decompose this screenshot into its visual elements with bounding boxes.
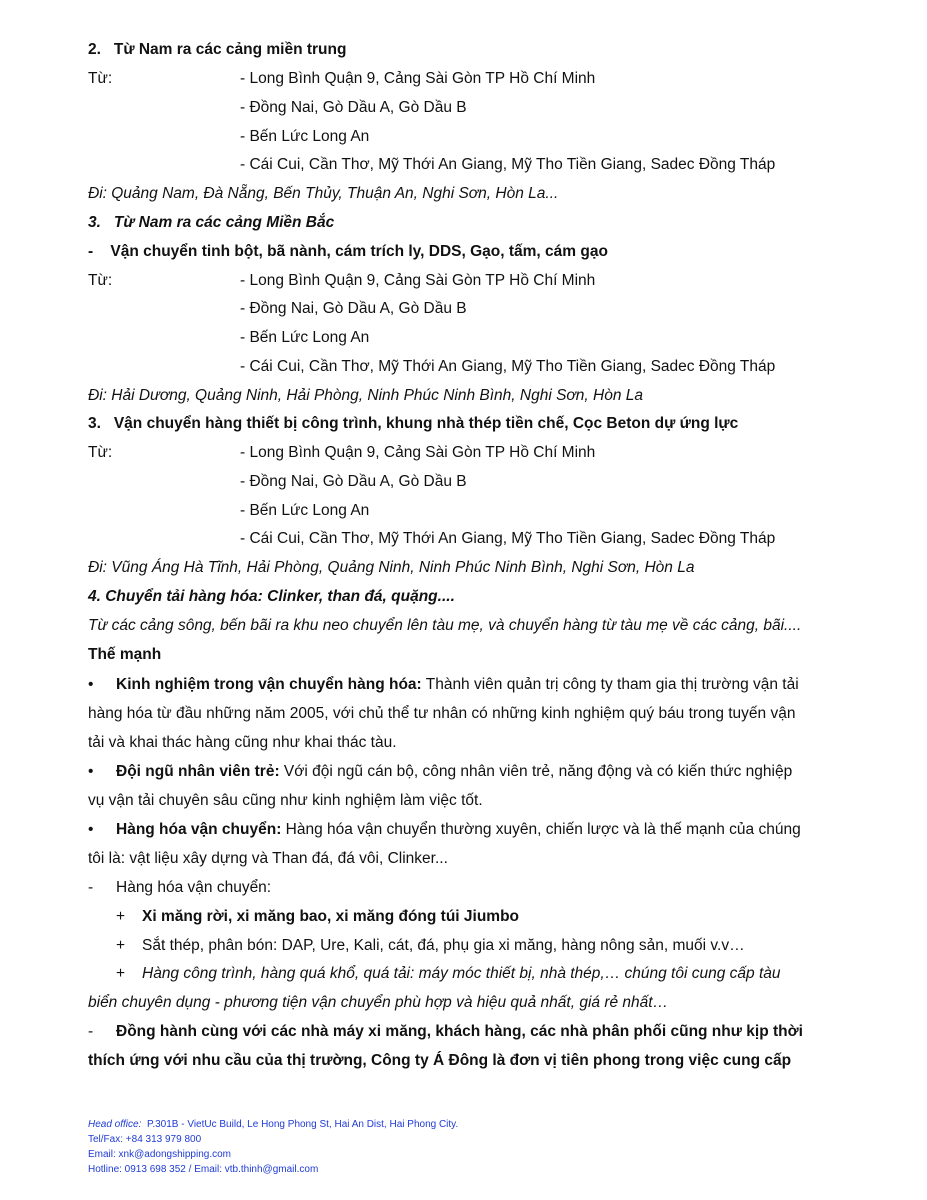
goods-item-text: Sắt thép, phân bón: DAP, Ure, Kali, cát, đá, phụ gia xi măng, hàng nông sản, muối v.v…: [142, 937, 745, 954]
goods-item: [88, 936, 867, 956]
bullet-icon: •: [88, 763, 94, 780]
from-item: - Long Bình Quận 9, Cảng Sài Gòn TP Hồ Chí Minh: [240, 272, 596, 289]
dash-marker: -: [88, 879, 94, 896]
from-item: - Cái Cui, Cần Thơ, Mỹ Thới An Giang, Mỹ Tho Tiền Giang, Sadec Đồng Tháp: [240, 530, 776, 547]
section3b-heading: 3. Vận chuyển hàng thiết bị công trình, khung nhà thép tiền chế, Cọc Beton dự ứng lực: [88, 415, 739, 432]
bullet-icon: •: [88, 821, 94, 838]
strength-text: hàng hóa từ đầu những năm 2005, với chủ thể tư nhân có những kinh nghiệm quý báu trong tuyến vận: [88, 705, 796, 722]
section3a-heading: 3. Từ Nam ra các cảng Miền Bắc: [88, 214, 335, 231]
section4-heading: 4. Chuyển tải hàng hóa: Clinker, than đá, quặng....: [88, 588, 455, 605]
from-item: - Bến Lức Long An: [240, 502, 370, 519]
closing-paragraph: [88, 1022, 867, 1042]
head-office-label: Head office:: [88, 1119, 142, 1130]
section2-heading: 2. Từ Nam ra các cảng miền trung: [88, 41, 347, 58]
goods-item: [88, 964, 867, 984]
strength-label: Hàng hóa vận chuyển:: [116, 821, 282, 838]
strength-item: [88, 675, 867, 695]
goods-item-text: Xi măng rời, xi măng bao, xi măng đóng túi Jiumbo: [142, 908, 520, 925]
footer-email[interactable]: Email: xnk@adongshipping.com: [88, 1149, 232, 1160]
dash-marker: -: [88, 1023, 94, 1040]
from-label: Từ:: [88, 70, 113, 87]
section3a-destinations: Đi: Hải Dương, Quảng Ninh, Hải Phòng, Ninh Phúc Ninh Bình, Nghi Sơn, Hòn La: [88, 387, 643, 404]
section2-destinations: Đi: Quảng Nam, Đà Nẵng, Bến Thủy, Thuận An, Nghi Sơn, Hòn La...: [88, 185, 559, 202]
goods-item-text: Hàng công trình, hàng quá khổ, quá tải: máy móc thiết bị, nhà thép,… chúng tôi cung cấp tàu: [142, 965, 781, 982]
strength-text: tôi là: vật liệu xây dựng và Than đá, đá vôi, Clinker...: [88, 850, 448, 867]
from-label: Từ:: [88, 272, 113, 289]
strength-label: Đội ngũ nhân viên trẻ:: [116, 763, 280, 780]
section3a-subheading: - Vận chuyển tinh bột, bã nành, cám trích ly, DDS, Gạo, tấm, cám gạo: [88, 243, 608, 260]
from-item: - Cái Cui, Cần Thơ, Mỹ Thới An Giang, Mỹ Tho Tiền Giang, Sadec Đồng Tháp: [240, 156, 776, 173]
strength-text: Thành viên quản trị công ty tham gia thị trường vận tải: [421, 676, 799, 693]
head-office-address: P.301B - VietUc Build, Le Hong Phong St, Hai An Dist, Hai Phong City.: [146, 1119, 459, 1130]
section3b-destinations: Đi: Vũng Áng Hà Tĩnh, Hải Phòng, Quảng Ninh, Ninh Phúc Ninh Bình, Nghi Sơn, Hòn La: [88, 559, 695, 576]
strength-label: Kinh nghiệm trong vận chuyển hàng hóa:: [116, 676, 422, 693]
goods-item-text: biển chuyên dụng - phương tiện vận chuyển phù hợp và hiệu quả nhất, giá rẻ nhất…: [88, 994, 669, 1011]
goods-item: [88, 907, 867, 927]
bullet-icon: •: [88, 676, 94, 693]
from-item: - Đồng Nai, Gò Dầu A, Gò Dầu B: [240, 99, 467, 116]
plus-marker: +: [116, 965, 126, 982]
from-item: - Bến Lức Long An: [240, 329, 370, 346]
from-label: Từ:: [88, 444, 113, 461]
from-item: - Long Bình Quận 9, Cảng Sài Gòn TP Hồ Chí Minh: [240, 444, 596, 461]
from-item: - Đồng Nai, Gò Dầu A, Gò Dầu B: [240, 300, 467, 317]
from-item: - Bến Lức Long An: [240, 128, 370, 145]
from-item: - Long Bình Quận 9, Cảng Sài Gòn TP Hồ Chí Minh: [240, 70, 596, 87]
footer-head-office: [88, 1118, 458, 1132]
strength-text: Với đội ngũ cán bộ, công nhân viên trẻ, năng động và có kiến thức nghiệp: [279, 763, 793, 780]
from-item: - Đồng Nai, Gò Dầu A, Gò Dầu B: [240, 473, 467, 490]
strength-item: [88, 762, 867, 782]
section4-description: Từ các cảng sông, bến bãi ra khu neo chuyển lên tàu mẹ, và chuyển hàng từ tàu mẹ về các cảng, bãi....: [88, 617, 802, 634]
plus-marker: +: [116, 937, 126, 954]
goods-title: Hàng hóa vận chuyển:: [116, 879, 272, 896]
strength-text: vụ vận tải chuyên sâu cũng như kinh nghiệm làm việc tốt.: [88, 792, 483, 809]
footer-hotline[interactable]: Hotline: 0913 698 352 / Email: vtb.thinh@gmail.com: [88, 1164, 319, 1175]
plus-marker: +: [116, 908, 126, 925]
goods-list-title: [88, 878, 867, 898]
closing-text: thích ứng với nhu cầu của thị trường, Công ty Á Đông là đơn vị tiên phong trong việc cung cấp: [88, 1052, 792, 1069]
strengths-title: Thế mạnh: [88, 646, 162, 663]
strength-text: tải và khai thác hàng cũng như khai thác tàu.: [88, 734, 397, 751]
strength-text: Hàng hóa vận chuyển thường xuyên, chiến lược và là thế mạnh của chúng: [281, 821, 801, 838]
closing-text: Đồng hành cùng với các nhà máy xi măng, khách hàng, các nhà phân phối cũng như kịp thời: [116, 1023, 803, 1040]
footer-telfax: Tel/Fax: +84 313 979 800: [88, 1134, 202, 1145]
strength-item: [88, 820, 867, 840]
from-item: - Cái Cui, Cần Thơ, Mỹ Thới An Giang, Mỹ Tho Tiền Giang, Sadec Đồng Tháp: [240, 358, 776, 375]
